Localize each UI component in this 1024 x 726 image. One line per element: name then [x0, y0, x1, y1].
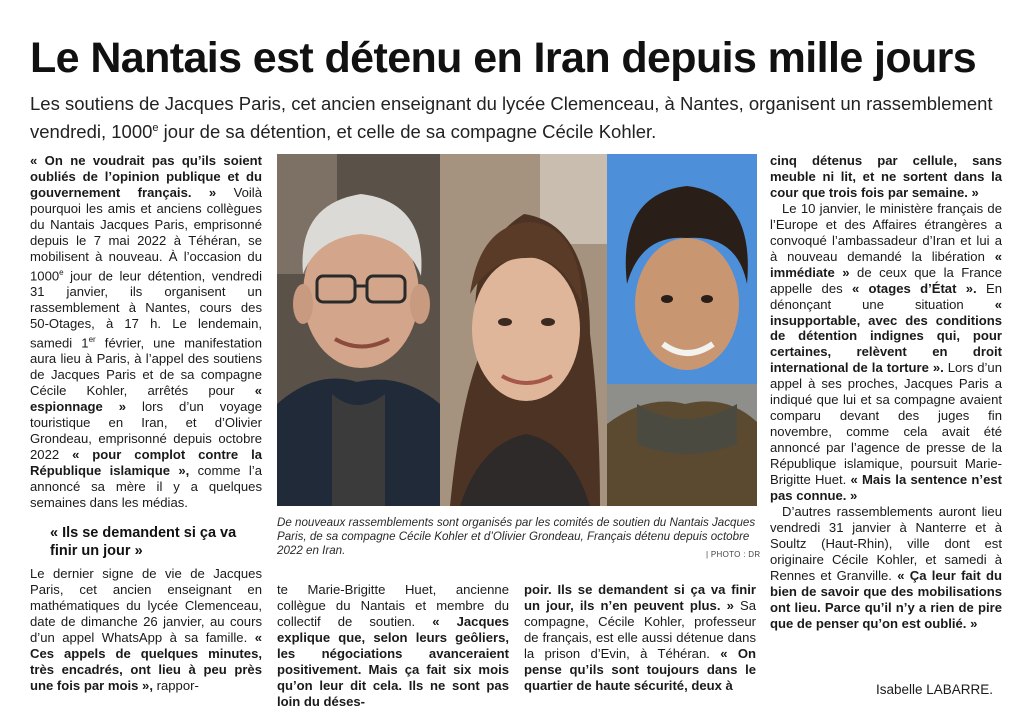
headline: Le Nantais est détenu en Iran depuis mille jours	[30, 34, 977, 82]
subheading: « Ils se demandent si ça va finir un jour »	[50, 525, 237, 559]
photo-credit: | PHOTO : DR	[706, 550, 761, 559]
paragraph	[30, 566, 262, 694]
standfirst	[30, 92, 1000, 144]
body-text: Sa compagne, Cécile Kohler, professeur de français, est elle aussi détenue dans la prison d’Evin, à Téhéran.	[524, 597, 757, 661]
bold-quote: « Mais la sentence n’est pas connue. »	[770, 472, 1002, 504]
bold-quote: « immédiate »	[770, 248, 1002, 280]
lead-quote: « On ne voudrait pas qu’ils soient oubliés de l’opinion publique et du gouvernement français. »	[30, 153, 262, 200]
photo-portrait-jacques-paris	[277, 154, 440, 506]
standfirst-text-b: jour de sa détention, et celle de sa compagne Cécile Kohler.	[158, 121, 657, 143]
article-column-3	[524, 582, 756, 700]
body-text: Lors d’un appel à ses proches, Jacques Paris a indiqué que lui et sa compagne avaient comparu devant des juges fin novembre, comme cela avait été annoncé par l’agence de presse de la République islamique, poursuit Marie-Brigitte Huet.	[770, 360, 1002, 488]
article-column-4	[770, 153, 1002, 663]
paragraph	[277, 582, 509, 710]
lead-text-4: lors d’un voyage touristique en Iran, et d’Olivier Grondeau, emprisonné depuis octobre 2022	[30, 399, 262, 462]
portrait-woman-illustration	[440, 154, 607, 506]
bold-quote: « Ça leur fait du bien de savoir que des mobilisations ont lieu. Parce qu’il n’y a rien de pire que de penser qu’on est oublié. »	[770, 567, 1002, 631]
lead-text-2: jour de leur détention, vendredi 31 janvier, ils organisent un rassemblement à Nantes, cours des 50-Otages, à 17 h. Le lendemain, samedi 1	[30, 268, 262, 351]
paragraph	[770, 201, 1002, 504]
photo-portrait-cecile-kohler	[440, 154, 607, 506]
paragraph	[770, 504, 1002, 632]
bold-quote: cinq détenus par cellule, sans meuble ni lit, et ne sortent dans la cour que trois fois par semaine. »	[770, 153, 1002, 200]
photo-portrait-olivier-grondeau	[607, 154, 757, 506]
article-column-1-continued	[30, 566, 262, 700]
article-column-1	[30, 153, 262, 515]
bold-quote: « otages d’État ».	[851, 280, 977, 296]
body-text: En dénonçant une situation	[770, 280, 1002, 312]
lead-text-1: Voilà pourquoi les amis et anciens collègues du Nantais Jacques Paris, emprisonné depuis le 7 mai 2022 à Téhéran, se mobilisent à nouveau. À l’occasion du 1000	[30, 184, 262, 284]
ordinal-superscript: er	[88, 334, 96, 344]
body-text: D’autres rassemblements auront lieu vendredi 31 janvier à Nanterre et à Soultz (Haut-Rhin), ville dont est originaire Cécile Kohler, et samedi à Rennes et Granville.	[770, 503, 1002, 583]
bold-quote: « insupportable, avec des conditions de détention indignes qui, pour certaines, relèvent en droit international de la torture ».	[770, 296, 1002, 376]
lead-text-5: comme l’a annoncé sa mère il y a quelques semaines dans les médias.	[30, 462, 262, 510]
body-text: Le dernier signe de vie de Jacques Paris, cet ancien enseignant en mathématiques du lycée Clemenceau, date de dimanche 26 janvier, au cours d’un appel WhatsApp à sa famille.	[30, 566, 262, 645]
bold-quote: « Ces appels de quelques minutes, très encadrés, ont lieu à peu près une fois par mois »,	[30, 629, 262, 693]
portrait-man-illustration	[277, 154, 440, 506]
author-signature: Isabelle LABARRE.	[876, 682, 994, 697]
lead-paragraph	[30, 153, 262, 511]
paragraph	[524, 582, 756, 694]
ordinal-superscript: e	[59, 267, 64, 277]
bold-quote: « Jacques explique que, selon leurs geôliers, les négociations avanceraient positivement. Mais ça fait six mois qu’on leur dit cela. Ils ne sont pas loin du déses-	[277, 613, 510, 709]
article-photo	[277, 154, 757, 506]
body-text: te Marie-Brigitte Huet, ancienne collègue du Nantais et membre du collectif de soutien.	[277, 582, 509, 629]
portrait-man-2-illustration	[607, 154, 757, 506]
photo-caption: De nouveaux rassemblements sont organisés par les comités de soutien du Nantais Jacques Paris, de sa compagne Cécile Kohler et d’Olivier Grondeau, Français détenu depuis octobre 2022 en Iran.	[277, 516, 756, 558]
lead-text-3: février, une manifestation aura lieu à Paris, à l’appel des soutiens de Jacques Paris et de sa compagne Cécile Kohler, arrêtés pour	[30, 335, 262, 399]
body-text: Le 10 janvier, le ministère français de l’Europe et des Affaires étrangères a convoqué l’ambassadeur d’Iran et lui a à nouveau demandé la libération	[770, 200, 1002, 264]
bold-quote: « pour complot contre la République islamique »,	[30, 446, 262, 478]
bold-quote: « On pense qu’ils sont toujours dans le quartier de haute sécurité, deux à	[524, 645, 757, 693]
bold-quote: poir. Ils se demandent si ça va finir un jour, ils n’en peuvent plus. »	[524, 582, 756, 613]
body-text: de ceux que la France appelle des	[770, 264, 1003, 296]
article-column-2	[277, 582, 510, 709]
standfirst-text-a: Les soutiens de Jacques Paris, cet ancien enseignant du lycée Clemenceau, à Nantes, organisent un rassemblement vendredi, 1000	[30, 93, 993, 143]
paragraph	[770, 153, 1002, 201]
bold-quote: « espionnage »	[30, 383, 262, 415]
standfirst-superscript: e	[152, 122, 159, 134]
body-text: rappor-	[152, 677, 199, 693]
